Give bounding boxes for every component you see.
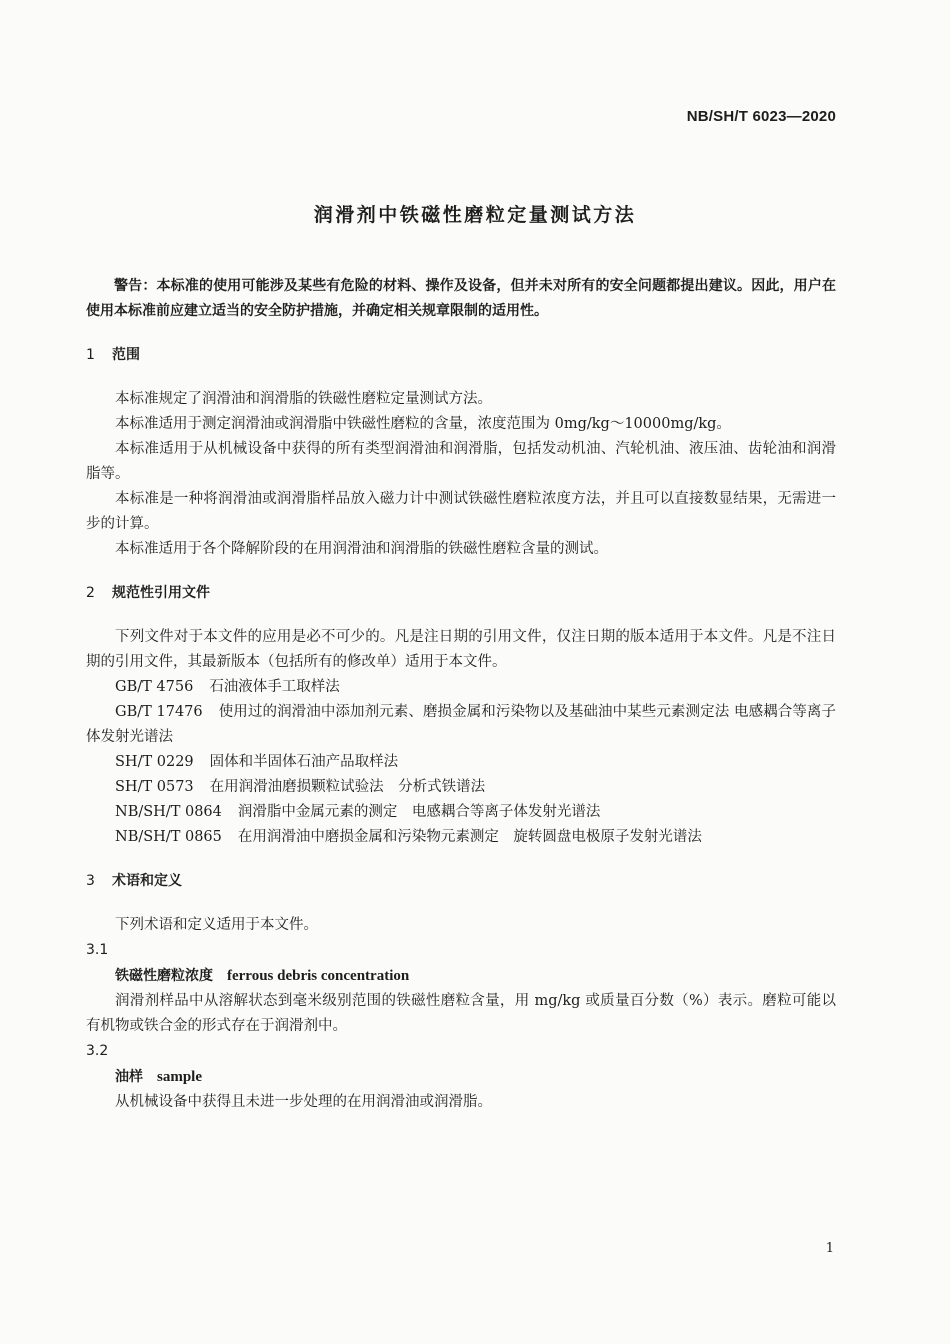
reference-item: GB/T 17476 使用过的润滑油中添加剂元素、磨损金属和污染物以及基础油中某些元素测定法 电感耦合等离子体发射光谱法	[86, 704, 837, 745]
section-3-intro: 下列术语和定义适用于本文件。	[115, 917, 318, 933]
term-number: 3.1	[86, 942, 109, 958]
page-number: 1	[825, 1241, 834, 1256]
term-definition: 从机械设备中获得且未进一步处理的在用润滑油或润滑脂。	[115, 1094, 492, 1110]
term-heading: 铁磁性磨粒浓度 ferrous debris concentration	[115, 968, 410, 984]
standard-code: NB/SH/T 6023—2020	[686, 108, 836, 125]
reference-item: NB/SH/T 0865 在用润滑油中磨损金属和污染物元素测定 旋转圆盘电极原子发射光谱法	[115, 829, 702, 845]
section-1-para: 本标准规定了润滑油和润滑脂的铁磁性磨粒定量测试方法。	[115, 391, 492, 407]
section-2-heading: 2 规范性引用文件	[86, 585, 210, 601]
reference-item: NB/SH/T 0864 润滑脂中金属元素的测定 电感耦合等离子体发射光谱法	[115, 804, 601, 820]
reference-item: SH/T 0573 在用润滑油磨损颗粒试验法 分析式铁谱法	[115, 779, 486, 795]
reference-item: SH/T 0229 固体和半固体石油产品取样法	[115, 754, 399, 770]
section-1-para: 本标准是一种将润滑油或润滑脂样品放入磁力计中测试铁磁性磨粒浓度方法，并且可以直接数显结果，无需进一步的计算。	[86, 491, 836, 532]
document-body	[86, 274, 836, 1115]
warning-paragraph: 警告：本标准的使用可能涉及某些有危险的材料、操作及设备，但并未对所有的安全问题都提出建议。因此，用户在使用本标准前应建立适当的安全防护措施，并确定相关规章限制的适用性。	[86, 278, 836, 319]
section-1-heading: 1 范围	[86, 347, 140, 363]
section-1-para: 本标准适用于从机械设备中获得的所有类型润滑油和润滑脂，包括发动机油、汽轮机油、液压油、齿轮油和润滑脂等。	[86, 441, 836, 482]
section-1-para: 本标准适用于测定润滑油或润滑脂中铁磁性磨粒的含量，浓度范围为 0mg/kg～10000mg/kg。	[115, 416, 731, 432]
term-heading: 油样 sample	[115, 1069, 202, 1085]
section-3-heading: 3 术语和定义	[86, 873, 182, 889]
section-2-intro: 下列文件对于本文件的应用是必不可少的。凡是注日期的引用文件，仅注日期的版本适用于本文件。凡是不注日期的引用文件，其最新版本（包括所有的修改单）适用于本文件。	[86, 629, 836, 670]
document-title: 润滑剂中铁磁性磨粒定量测试方法	[313, 204, 637, 226]
section-1-para: 本标准适用于各个降解阶段的在用润滑油和润滑脂的铁磁性磨粒含量的测试。	[115, 541, 608, 557]
term-definition: 润滑剂样品中从溶解状态到毫米级别范围的铁磁性磨粒含量，用 mg/kg 或质量百分数（%）表示。磨粒可能以有机物或铁合金的形式存在于润滑剂中。	[86, 993, 836, 1034]
term-number: 3.2	[86, 1043, 109, 1059]
reference-item: GB/T 4756 石油液体手工取样法	[115, 679, 340, 695]
